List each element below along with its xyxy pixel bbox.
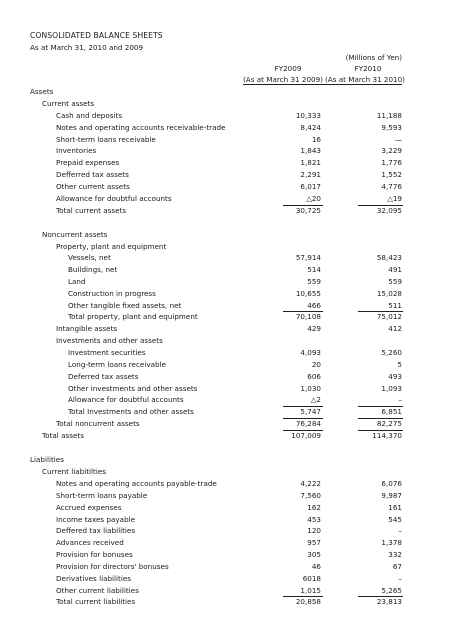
table-row bbox=[0, 335, 452, 347]
row-label: Other current liabilities bbox=[56, 586, 139, 595]
table-row bbox=[0, 229, 452, 241]
row-label: Current assets bbox=[42, 99, 95, 108]
row-label: Inventories bbox=[56, 146, 97, 155]
table-row bbox=[0, 549, 452, 561]
value-fy2010: 5,260 bbox=[381, 348, 402, 357]
row-label: Buildings, net bbox=[68, 265, 118, 274]
row-label: Long-term loans receivable bbox=[68, 360, 166, 369]
value-fy2009: 6,017 bbox=[300, 182, 321, 191]
value-fy2009: 8,424 bbox=[300, 123, 321, 132]
table-row bbox=[0, 430, 452, 442]
row-label: Total noncurrent assets bbox=[56, 419, 140, 428]
value-fy2010: 1,093 bbox=[381, 384, 402, 393]
row-label: Derivatives liabilities bbox=[56, 574, 132, 583]
value-fy2010: 1,776 bbox=[381, 158, 402, 167]
total-rule bbox=[283, 596, 323, 597]
table-row bbox=[0, 573, 452, 585]
value-fy2009: 107,009 bbox=[291, 431, 321, 440]
column-header-fy2009: FY2009 bbox=[274, 64, 302, 73]
table-row bbox=[0, 311, 452, 323]
table-row bbox=[0, 371, 452, 383]
value-fy2009: 1,821 bbox=[300, 158, 321, 167]
row-label: Deferred tax assets bbox=[68, 372, 139, 381]
value-fy2010: 114,370 bbox=[372, 431, 402, 440]
table-row bbox=[0, 394, 452, 406]
value-fy2010: – bbox=[398, 395, 402, 404]
table-row bbox=[0, 454, 452, 466]
value-fy2009: 514 bbox=[307, 265, 321, 274]
value-fy2009: 305 bbox=[307, 550, 321, 559]
value-fy2010: 332 bbox=[388, 550, 402, 559]
row-label: Investment securities bbox=[68, 348, 146, 357]
value-fy2010: 412 bbox=[388, 324, 402, 333]
table-row bbox=[0, 561, 452, 573]
value-fy2009: 20 bbox=[311, 360, 321, 369]
row-label: Advances received bbox=[56, 538, 124, 547]
table-row bbox=[0, 157, 452, 169]
row-label: Cash and deposits bbox=[56, 111, 123, 120]
table-row bbox=[0, 490, 452, 502]
table-row bbox=[0, 406, 452, 418]
units-label: (Millions of Yen) bbox=[345, 53, 402, 62]
value-fy2009: 16 bbox=[311, 135, 321, 144]
table-row bbox=[0, 264, 452, 276]
value-fy2010: 511 bbox=[388, 301, 402, 310]
value-fy2009: 1,843 bbox=[300, 146, 321, 155]
row-label: Notes and operating accounts payable-trade bbox=[56, 479, 217, 488]
table-row bbox=[0, 252, 452, 264]
table-row bbox=[0, 347, 452, 359]
table-row bbox=[0, 205, 452, 217]
value-fy2010: 5,265 bbox=[381, 586, 402, 595]
total-rule bbox=[358, 596, 403, 597]
value-fy2010: 9,593 bbox=[381, 123, 402, 132]
value-fy2009: 20,858 bbox=[295, 597, 321, 606]
row-label: Liabilities bbox=[30, 455, 64, 464]
table-row bbox=[0, 323, 452, 335]
value-fy2009: 606 bbox=[307, 372, 321, 381]
row-label: Deffered tax liabilities bbox=[56, 526, 136, 535]
row-label: Other tangible fixed assets, net bbox=[68, 301, 182, 310]
value-fy2009: 1,030 bbox=[300, 384, 321, 393]
value-fy2009: 5,747 bbox=[300, 407, 321, 416]
row-label: Short-term loans receivable bbox=[56, 135, 156, 144]
row-label: Total Investments and other assets bbox=[68, 407, 194, 416]
value-fy2009: 6018 bbox=[302, 574, 321, 583]
table-row bbox=[0, 478, 452, 490]
value-fy2009: 4,222 bbox=[300, 479, 321, 488]
row-label: Assets bbox=[30, 87, 54, 96]
total-rule bbox=[358, 311, 403, 312]
value-fy2009: 4,093 bbox=[300, 348, 321, 357]
value-fy2010: 6,851 bbox=[381, 407, 402, 416]
value-fy2010: 3,229 bbox=[381, 146, 402, 155]
value-fy2010: 545 bbox=[388, 515, 402, 524]
row-label: Prepaid expenses bbox=[56, 158, 120, 167]
table-row bbox=[0, 525, 452, 537]
row-label: Other current assets bbox=[56, 182, 130, 191]
value-fy2010: 82,275 bbox=[376, 419, 402, 428]
row-label: Intangible assets bbox=[56, 324, 118, 333]
table-row bbox=[0, 122, 452, 134]
value-fy2010: — bbox=[394, 135, 402, 144]
value-fy2010: 11,188 bbox=[376, 111, 402, 120]
value-fy2009: 120 bbox=[307, 526, 321, 535]
table-row bbox=[0, 145, 452, 157]
table-row bbox=[0, 110, 452, 122]
value-fy2009: 429 bbox=[307, 324, 321, 333]
value-fy2010: 6,076 bbox=[381, 479, 402, 488]
value-fy2010: 4,776 bbox=[381, 182, 402, 191]
document-title: CONSOLIDATED BALANCE SHEETS bbox=[30, 31, 163, 40]
value-fy2010: – bbox=[398, 574, 402, 583]
value-fy2009: 30,725 bbox=[295, 206, 321, 215]
total-rule bbox=[358, 430, 403, 431]
value-fy2009: △20 bbox=[306, 194, 321, 203]
total-rule bbox=[283, 406, 323, 407]
value-fy2009: △2 bbox=[310, 395, 321, 404]
row-label: Allowance for doubtful accounts bbox=[56, 194, 172, 203]
value-fy2010: 67 bbox=[392, 562, 402, 571]
value-fy2010: 1,552 bbox=[381, 170, 402, 179]
table-row bbox=[0, 193, 452, 205]
value-fy2009: 70,108 bbox=[295, 312, 321, 321]
value-fy2010: 161 bbox=[388, 503, 402, 512]
value-fy2009: 57,914 bbox=[295, 253, 321, 262]
row-label: Total current liabilities bbox=[56, 597, 136, 606]
value-fy2010: 58,423 bbox=[376, 253, 402, 262]
value-fy2010: 9,987 bbox=[381, 491, 402, 500]
total-rule bbox=[358, 418, 403, 419]
value-fy2010: 559 bbox=[388, 277, 402, 286]
table-row bbox=[0, 418, 452, 430]
value-fy2009: 559 bbox=[307, 277, 321, 286]
column-date-fy2010: (As at March 31 2010) bbox=[325, 75, 405, 84]
value-fy2009: 76,284 bbox=[295, 419, 321, 428]
table-row bbox=[0, 98, 452, 110]
row-label: Total property, plant and equipment bbox=[68, 312, 198, 321]
value-fy2009: 10,333 bbox=[295, 111, 321, 120]
row-label: Property, plant and equipment bbox=[56, 242, 167, 251]
row-label: Allowance for doubtful accounts bbox=[68, 395, 184, 404]
row-label: Noncurrent assets bbox=[42, 230, 108, 239]
table-row bbox=[0, 596, 452, 608]
total-rule bbox=[283, 205, 323, 206]
table-row bbox=[0, 288, 452, 300]
header-rule bbox=[243, 84, 402, 85]
value-fy2009: 10,655 bbox=[295, 289, 321, 298]
column-date-fy2009: (As at March 31 2009) bbox=[243, 75, 323, 84]
value-fy2010: 23,813 bbox=[376, 597, 402, 606]
value-fy2010: 32,095 bbox=[376, 206, 402, 215]
row-label: Investments and other assets bbox=[56, 336, 163, 345]
value-fy2010: 5 bbox=[397, 360, 402, 369]
value-fy2010: 1,378 bbox=[381, 538, 402, 547]
value-fy2009: 46 bbox=[311, 562, 321, 571]
value-fy2010: 491 bbox=[388, 265, 402, 274]
value-fy2010: 493 bbox=[388, 372, 402, 381]
row-label: Notes and operating accounts receivable-trade bbox=[56, 123, 226, 132]
total-rule bbox=[283, 311, 323, 312]
table-row bbox=[0, 86, 452, 98]
row-label: Provision for bonuses bbox=[56, 550, 133, 559]
value-fy2010: 75,012 bbox=[376, 312, 402, 321]
row-label: Accrued expenses bbox=[56, 503, 122, 512]
value-fy2009: 453 bbox=[307, 515, 321, 524]
document-subtitle: As at March 31, 2010 and 2009 bbox=[30, 43, 144, 52]
row-label: Income taxes payable bbox=[56, 515, 136, 524]
row-label: Short-term loans payable bbox=[56, 491, 148, 500]
row-label: Land bbox=[68, 277, 86, 286]
table-row bbox=[0, 359, 452, 371]
value-fy2009: 466 bbox=[307, 301, 321, 310]
value-fy2009: 2,291 bbox=[300, 170, 321, 179]
value-fy2010: – bbox=[398, 526, 402, 535]
table-row bbox=[0, 169, 452, 181]
value-fy2010: 15,028 bbox=[376, 289, 402, 298]
row-label: Total assets bbox=[42, 431, 84, 440]
total-rule bbox=[358, 406, 403, 407]
row-label: Other investments and other assets bbox=[68, 384, 198, 393]
value-fy2009: 957 bbox=[307, 538, 321, 547]
column-header-fy2010: FY2010 bbox=[354, 64, 382, 73]
row-label: Defferred tax assets bbox=[56, 170, 129, 179]
value-fy2009: 162 bbox=[307, 503, 321, 512]
table-row bbox=[0, 502, 452, 514]
row-label: Total current assets bbox=[56, 206, 127, 215]
value-fy2009: 7,560 bbox=[300, 491, 321, 500]
value-fy2010: △19 bbox=[387, 194, 402, 203]
row-label: Construction in progress bbox=[68, 289, 156, 298]
row-label: Provision for directors' bonuses bbox=[56, 562, 169, 571]
table-row bbox=[0, 181, 452, 193]
table-row bbox=[0, 537, 452, 549]
table-row bbox=[0, 466, 452, 478]
table-row bbox=[0, 276, 452, 288]
total-rule bbox=[283, 430, 323, 431]
row-label: Vessels, net bbox=[68, 253, 111, 262]
value-fy2009: 1,015 bbox=[300, 586, 321, 595]
total-rule bbox=[283, 418, 323, 419]
total-rule bbox=[358, 205, 403, 206]
row-label: Current liabitilties bbox=[42, 467, 107, 476]
